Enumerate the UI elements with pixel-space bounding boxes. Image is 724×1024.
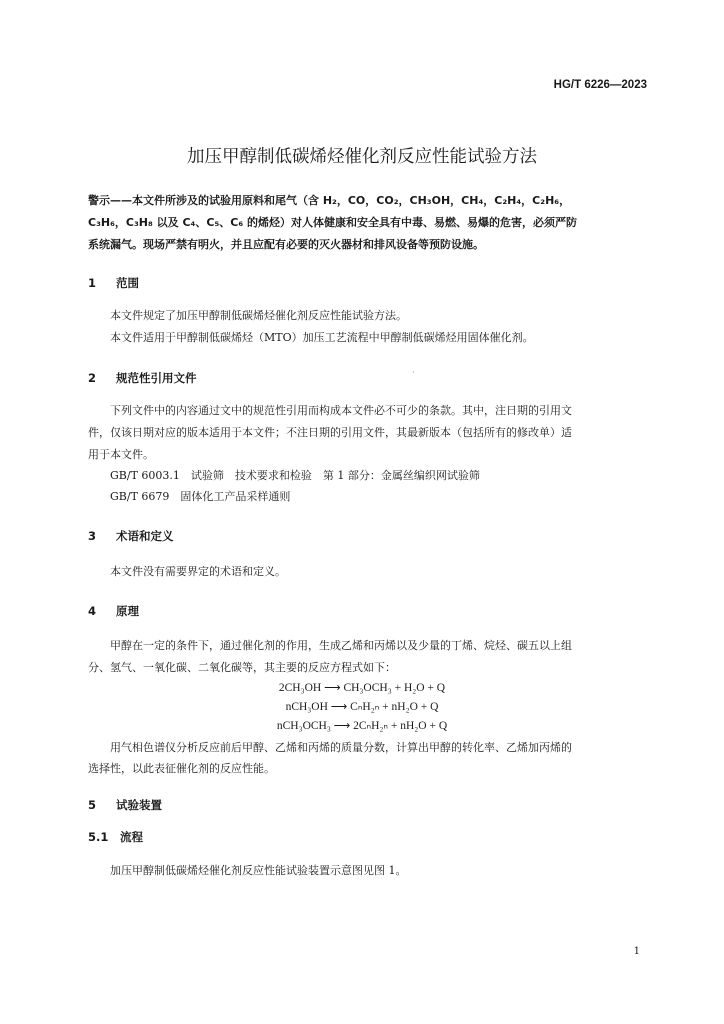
section-title: 原理 [116, 604, 139, 618]
paragraph-line: 用于本文件。 [88, 448, 154, 461]
section-title: 术语和定义 [116, 529, 174, 543]
section-title: 规范性引用文件 [116, 371, 197, 385]
section-1-heading [88, 275, 139, 291]
paragraph: 本文件没有需要界定的术语和定义。 [110, 565, 286, 578]
warning-line-2: C₃H₆，C₃H₈ 以及 C₄、C₅、C₆ 的烯烃）对人体健康和安全具有中毒、易燃、易爆的危害，必须严防 [88, 216, 577, 229]
section-5-heading [88, 797, 162, 813]
section-number: 5 [88, 798, 97, 812]
reference-item: GB/T 6003.1 试验筛 技术要求和检验 第 1 部分：金属丝编织网试验筛 [110, 469, 480, 482]
paragraph-line: 分、氢气、一氧化碳、二氧化碳等，其主要的反应方程式如下： [88, 661, 396, 674]
section-number: 4 [88, 604, 97, 618]
equation-1: 2CH₃OH ⟶ CH₃OCH₃ + H₂O + Q [278, 682, 446, 694]
paragraph: 本文件规定了加压甲醇制低碳烯烃催化剂反应性能试验方法。 [110, 309, 407, 322]
section-3-heading [88, 528, 174, 544]
paragraph-line: 甲醇在一定的条件下，通过催化剂的作用，生成乙烯和丙烯以及少量的丁烯、烷烃、碳五以上组 [110, 639, 572, 652]
section-title: 范围 [116, 276, 139, 290]
section-4-heading [88, 603, 139, 619]
standard-number: HG/T 6226—2023 [553, 79, 647, 91]
document-title: 加压甲醇制低碳烯烃催化剂反应性能试验方法 [187, 147, 537, 167]
paragraph-line: 下列文件中的内容通过文中的规范性引用而构成本文件必不可少的条款。其中，注日期的引用文 [110, 404, 572, 417]
section-title: 试验装置 [116, 798, 162, 812]
paragraph: 本文件适用于甲醇制低碳烯烃（MTO）加压工艺流程中甲醇制低碳烯烃用固体催化剂。 [110, 331, 534, 344]
section-2-heading [88, 370, 197, 386]
section-number: 5.1 [88, 830, 109, 844]
warning-line-3: 系统漏气。现场严禁有明火，并且应配有必要的灭火器材和排风设备等预防设施。 [88, 238, 484, 251]
page-number: 1 [633, 946, 640, 957]
stray-mark: · [412, 368, 415, 377]
paragraph: 加压甲醇制低碳烯烃催化剂反应性能试验装置示意图见图 1。 [110, 864, 407, 877]
paragraph-line: 用气相色谱仪分析反应前后甲醇、乙烯和丙烯的质量分数，计算出甲醇的转化率、乙烯加丙烯的 [110, 741, 572, 754]
section-number: 2 [88, 371, 97, 385]
section-5-1-heading [88, 829, 143, 845]
section-title: 流程 [120, 830, 143, 844]
warning-line-1: 警示——本文件所涉及的试验用原料和尾气（含 H₂，CO，CO₂，CH₃OH，CH₄，C₂H₄，C₂H₆， [88, 194, 571, 207]
paragraph-line: 选择性，以此表征催化剂的反应性能。 [88, 762, 275, 775]
equation-2: nCH₃OH ⟶ CₙH₂ₙ + nH₂O + Q [285, 701, 439, 713]
section-number: 1 [88, 276, 97, 290]
reference-item: GB/T 6679 固体化工产品采样通则 [110, 490, 291, 503]
section-number: 3 [88, 529, 97, 543]
paragraph-line: 件，仅该日期对应的版本适用于本文件；不注日期的引用文件，其最新版本（包括所有的修改单）适 [88, 426, 572, 439]
equation-3: nCH₃OCH₃ ⟶ 2CₙH₂ₙ + nH₂O + Q [276, 720, 448, 732]
